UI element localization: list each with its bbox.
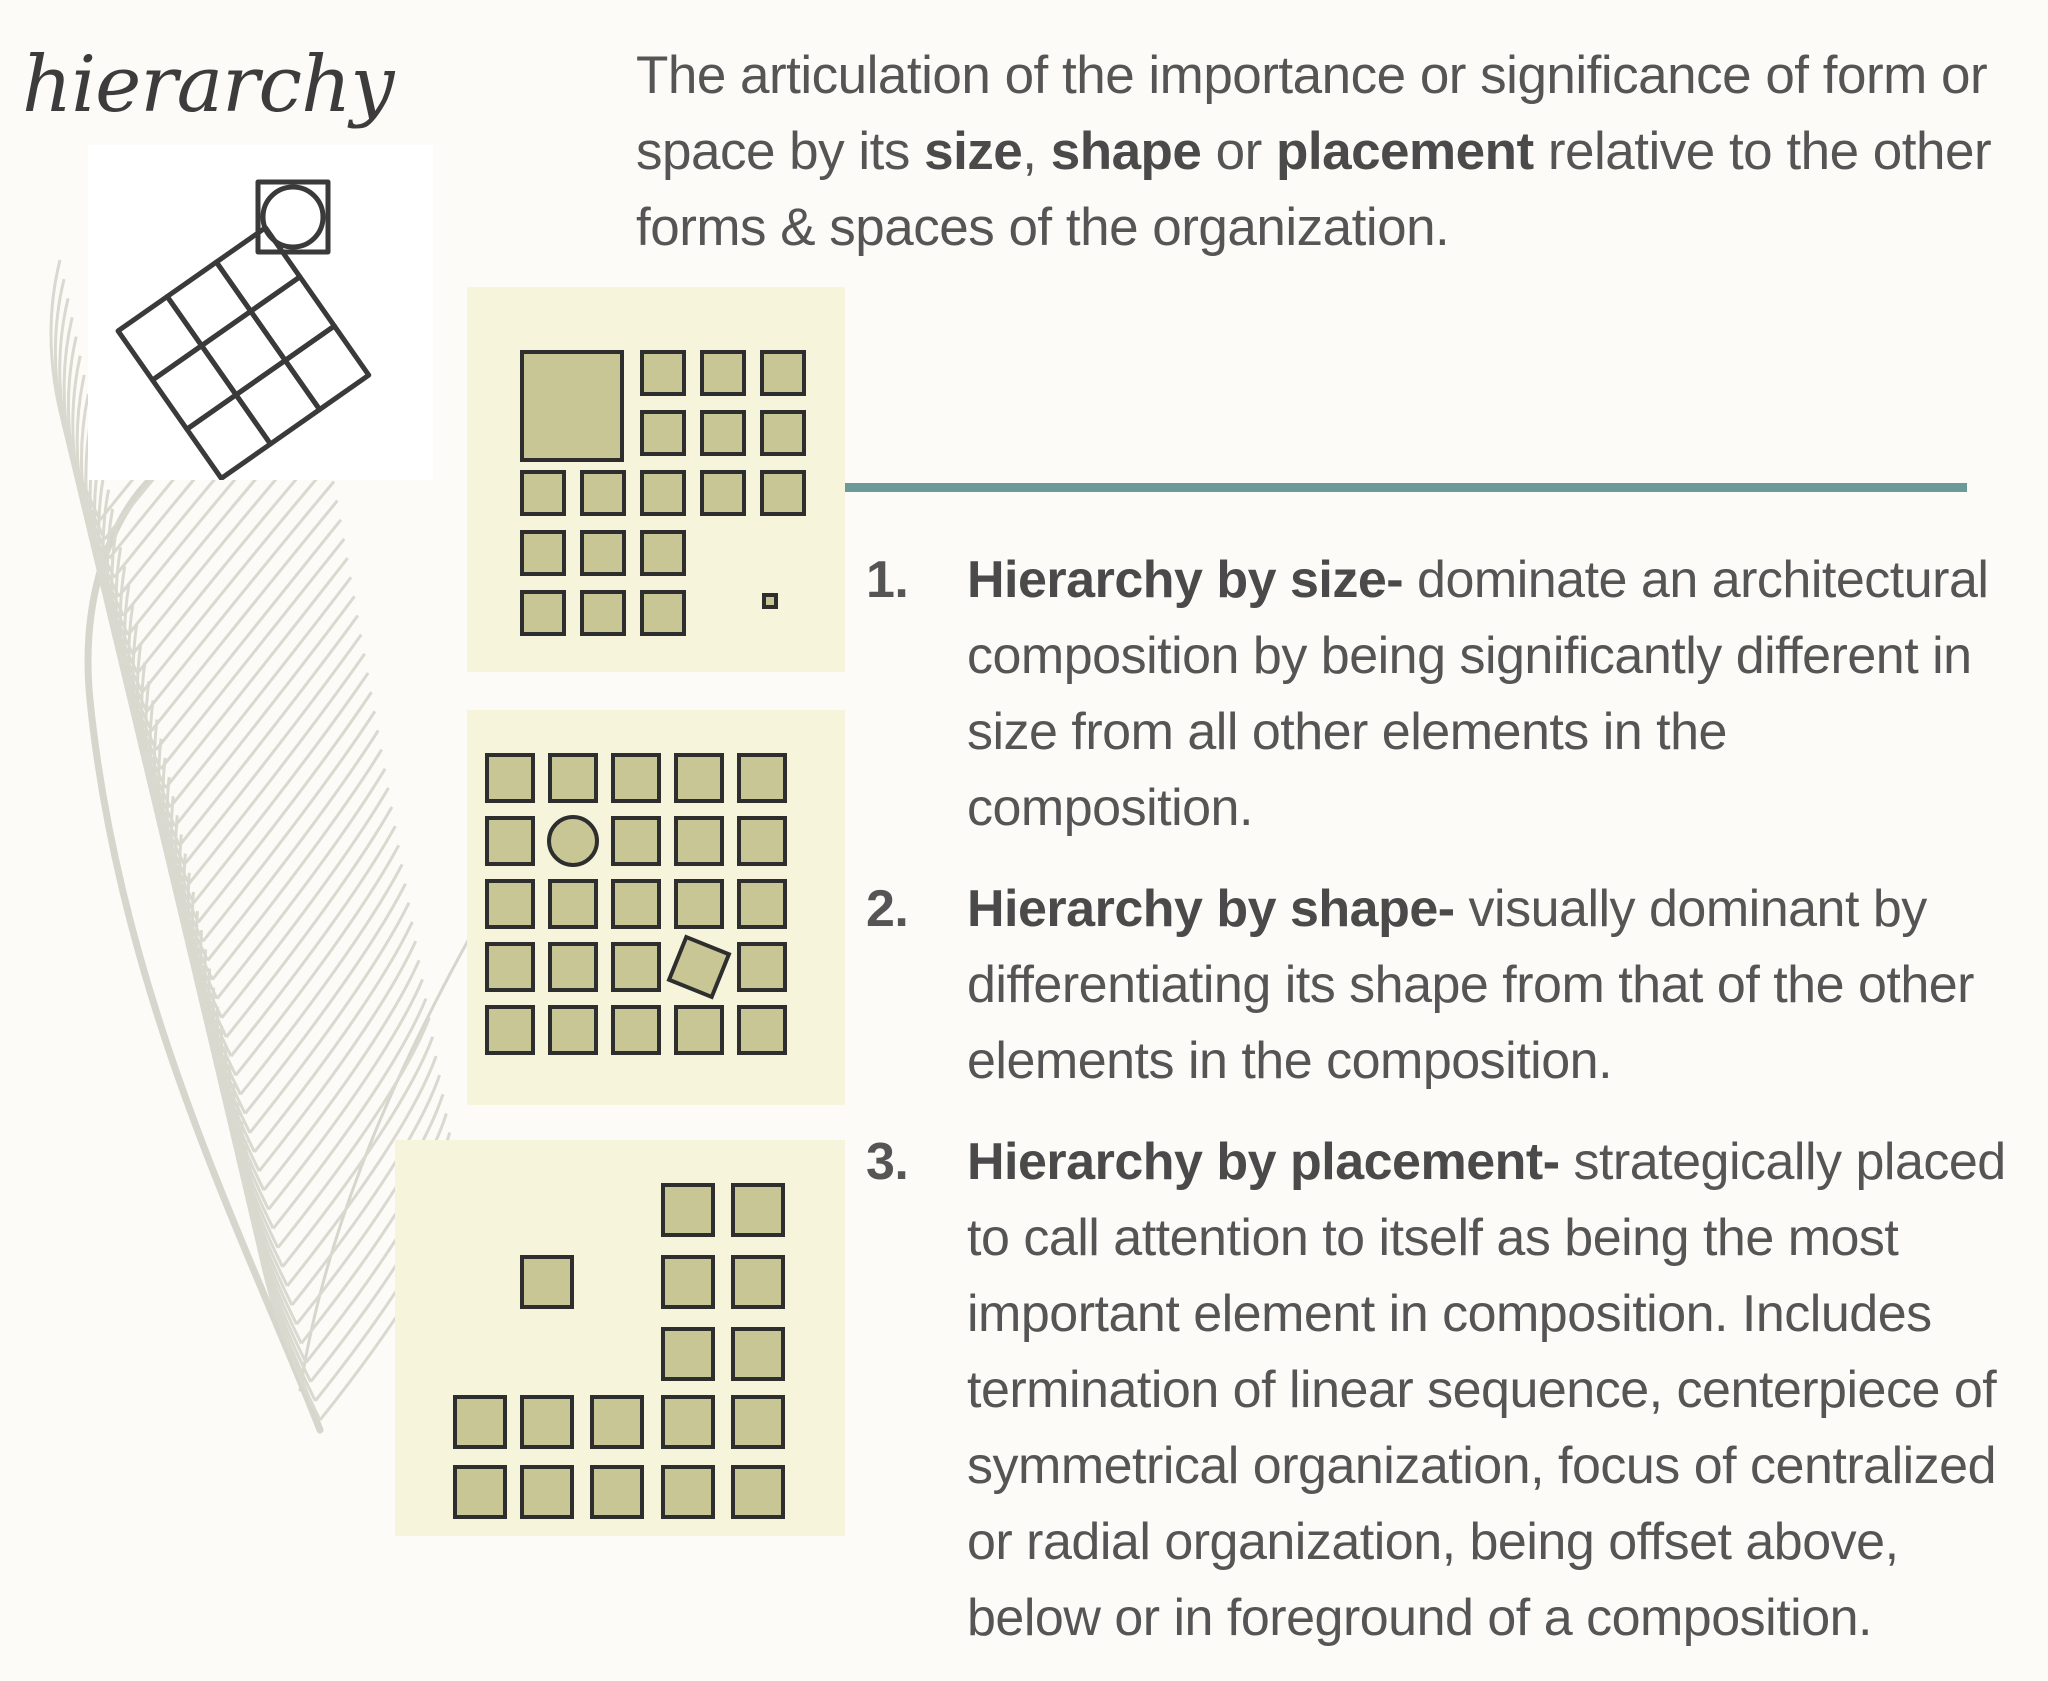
- item-heading: Hierarchy by placement-: [967, 1133, 1560, 1191]
- item-text: strategically placed to call attention to itself as being the most important element in composition. Includes termination of linear sequence, centerpiece of symmetrical organization, focus of centralized or radial organization, being offset above, below or in foreground of a composition.: [967, 1133, 2006, 1647]
- list-item: [866, 1124, 2006, 1656]
- list-item: [866, 871, 2006, 1099]
- shape-diagram: [467, 710, 845, 1105]
- keyword-size: size: [924, 122, 1023, 181]
- item-text: visually dominant by differentiating its shape from that of the other elements in the composition.: [967, 880, 1974, 1090]
- hierarchy-list: [866, 542, 2006, 1681]
- item-number: 2.: [866, 880, 909, 938]
- placement-diagram-panel: [395, 1140, 845, 1536]
- item-heading: Hierarchy by size-: [967, 551, 1418, 609]
- item-number: 3.: [866, 1133, 909, 1191]
- item-text: dominate an architectural composition by being significantly different in size from all other elements in the composition.: [967, 551, 1989, 837]
- intro-paragraph: The articulation of the importance or significance of form or space by its size, shape or placement relative to the other forms & spaces of the organization.: [636, 46, 1992, 257]
- keyword-shape: shape: [1050, 122, 1202, 181]
- size-diagram: [467, 287, 845, 672]
- placement-diagram: [395, 1140, 845, 1536]
- keyword-placement: placement: [1276, 122, 1534, 181]
- item-heading: Hierarchy by shape-: [967, 880, 1455, 938]
- shape-diagram-panel: [467, 710, 845, 1105]
- rotated-grid-sketch-icon: [88, 145, 433, 480]
- size-diagram-panel: [467, 287, 845, 672]
- accent-divider: [845, 483, 1967, 492]
- list-item: [866, 542, 2006, 846]
- sketch-panel: [88, 145, 433, 480]
- slide-title: hierarchy: [22, 40, 394, 130]
- item-number: 1.: [866, 551, 909, 609]
